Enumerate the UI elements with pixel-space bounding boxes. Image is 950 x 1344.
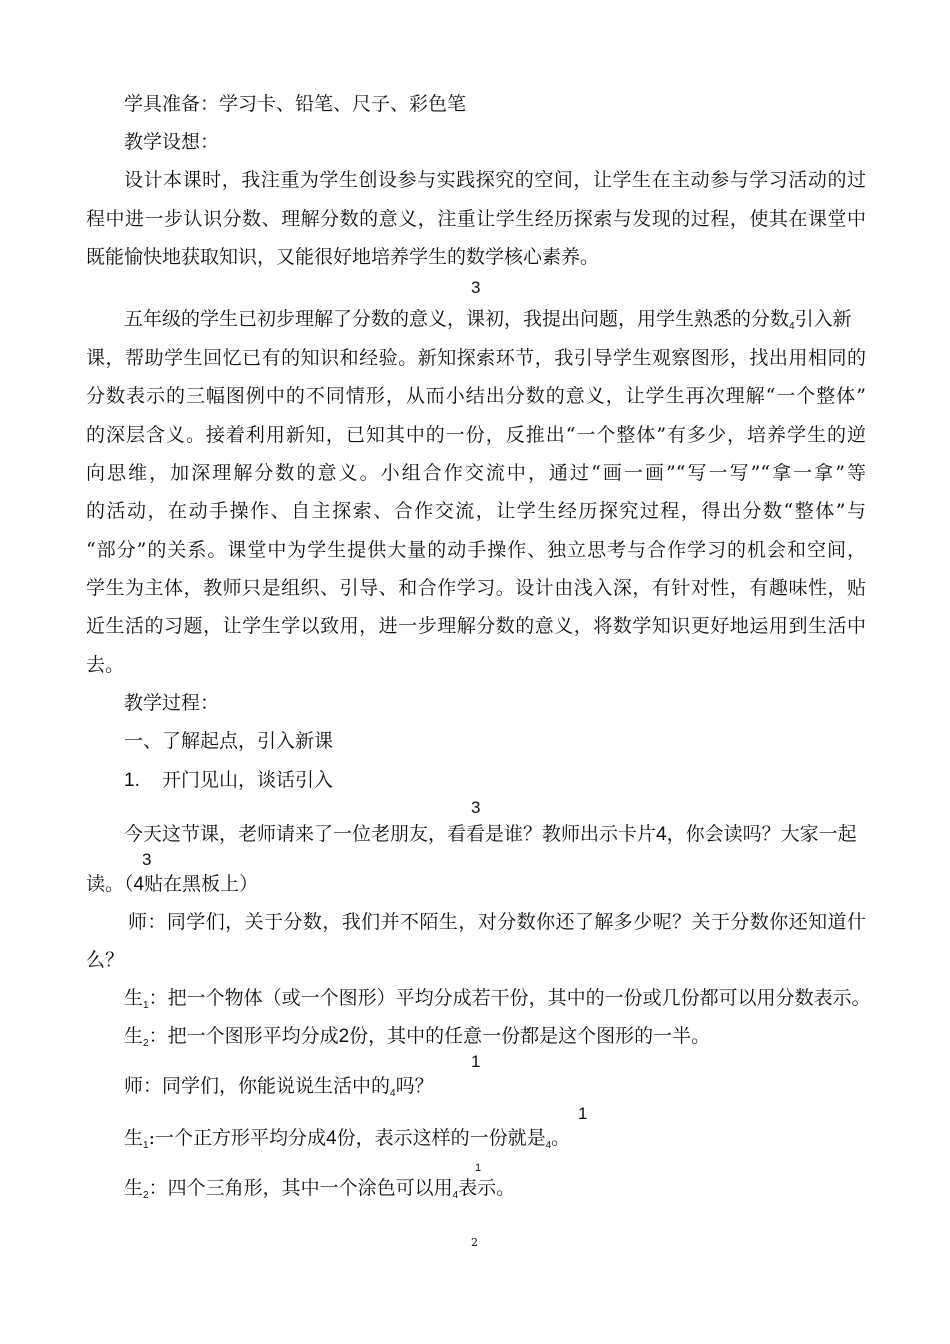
fraction-denominator: 4 xyxy=(545,1140,552,1151)
grade-paragraph-line-4: 的深层含义。接着利用新知，已知其中的一份，反推出“一个整体”有多少，培养学生的逆 xyxy=(86,424,866,446)
fraction-denominator: 4 xyxy=(452,1190,459,1201)
teacher-question-line-1: 师：同学们，关于分数，我们并不陌生，对分数你还了解多少呢？关于分数你还知道什 xyxy=(128,911,866,933)
fraction-denominator: 4 xyxy=(390,1088,396,1099)
fraction-denominator: 4 xyxy=(656,824,667,845)
design-heading: 教学设想： xyxy=(124,131,220,153)
design-paragraph-line-1: 设计本课时，我注重为学生创设参与实践探究的空间，让学生在主动参与学习活动的过 xyxy=(124,169,866,191)
grade-paragraph-line-9: 近生活的习题，让学生学以致用，进一步理解分数的意义，将数学知识更好地运用到生活中 xyxy=(86,615,866,637)
list-item-number: 1. xyxy=(124,770,140,791)
grade-paragraph-line-10: 去。 xyxy=(86,654,125,676)
student-answer-2: 生$_2$：把一个图形平均分成2份，其中的任意一份都是这个图形的一半。 xyxy=(124,1025,711,1049)
fraction-numerator: 3 xyxy=(471,278,481,297)
grade-paragraph-line-1: 五年级的学生已初步理解了分数的意义，课初，我提出问题，用学生熟悉的分数$_4$引入新 xyxy=(124,308,852,332)
today-paragraph-line-1: 今天这节课，老师请来了一位老朋友，看看是谁？教师出示卡片4，你会读吗？大家一起 xyxy=(124,823,857,845)
fraction-numerator: 1 xyxy=(578,1104,588,1123)
teacher-question-line-2: 么？ xyxy=(86,949,125,971)
grade-paragraph-line-2: 课，帮助学生回忆已有的知识和经验。新知探索环节，我引导学生观察图形，找出用相同的 xyxy=(86,347,866,369)
student-answer-1: 生$_1$：把一个物体（或一个图形）平均分成若干份，其中的一份或几份都可以用分数表示。 xyxy=(124,987,871,1011)
fraction-numerator: 1 xyxy=(471,1052,481,1071)
section-heading-1: 一、了解起点，引入新课 xyxy=(124,730,334,752)
fraction-numerator: 3 xyxy=(471,798,481,817)
fraction-denominator: 4 xyxy=(133,874,145,895)
materials-line: 学具准备：学习卡、铅笔、尺子、彩色笔 xyxy=(124,93,467,115)
design-paragraph-line-3: 既能愉快地获取知识，又能很好地培养学生的数学核心素养。 xyxy=(86,246,600,268)
grade-paragraph-line-7: “部分”的关系。课堂中为学生提供大量的动手操作、独立思考与合作学习的机会和空间， xyxy=(86,539,866,561)
fraction-numerator: 1 xyxy=(475,1162,482,1174)
student-answer-4: 生$_2$：四个三角形，其中一个涂色可以用$_4$表示。 xyxy=(124,1177,516,1201)
grade-paragraph-line-6: 的活动，在动手操作、自主探索、合作交流，让学生经历探究过程，得出分数“整体”与 xyxy=(86,500,866,522)
design-paragraph-line-2: 程中进一步认识分数、理解分数的意义，注重让学生经历探索与发现的过程，使其在课堂中 xyxy=(86,208,866,230)
list-item-1: 1. 开门见山，谈话引入 xyxy=(124,769,334,791)
fraction-denominator: 4 xyxy=(789,321,795,332)
grade-paragraph-line-5: 向思维，加深理解分数的意义。小组合作交流中，通过“画一画”“写一写”“拿一拿”等 xyxy=(86,462,866,484)
grade-paragraph-line-8: 学生为主体，教师只是组织、引导、和合作学习。设计由浅入深，有针对性，有趣味性，贴 xyxy=(86,577,866,599)
page-number: 2 xyxy=(471,1236,478,1249)
today-paragraph-line-2: 读。（4贴在黑板上） xyxy=(86,873,259,895)
process-heading: 教学过程： xyxy=(124,692,220,714)
grade-paragraph-line-3: 分数表示的三幅图例中的不同情形，从而小结出分数的意义，让学生再次理解“一个整体” xyxy=(86,385,866,407)
teacher-question-2: 师：同学们，你能说说生活中的$_4$吗？ xyxy=(124,1075,434,1099)
student-answer-3: 生$_1$:一个正方形平均分成4份，表示这样的一份就是$_4$。 xyxy=(124,1127,571,1151)
fraction-numerator: 3 xyxy=(142,850,152,869)
